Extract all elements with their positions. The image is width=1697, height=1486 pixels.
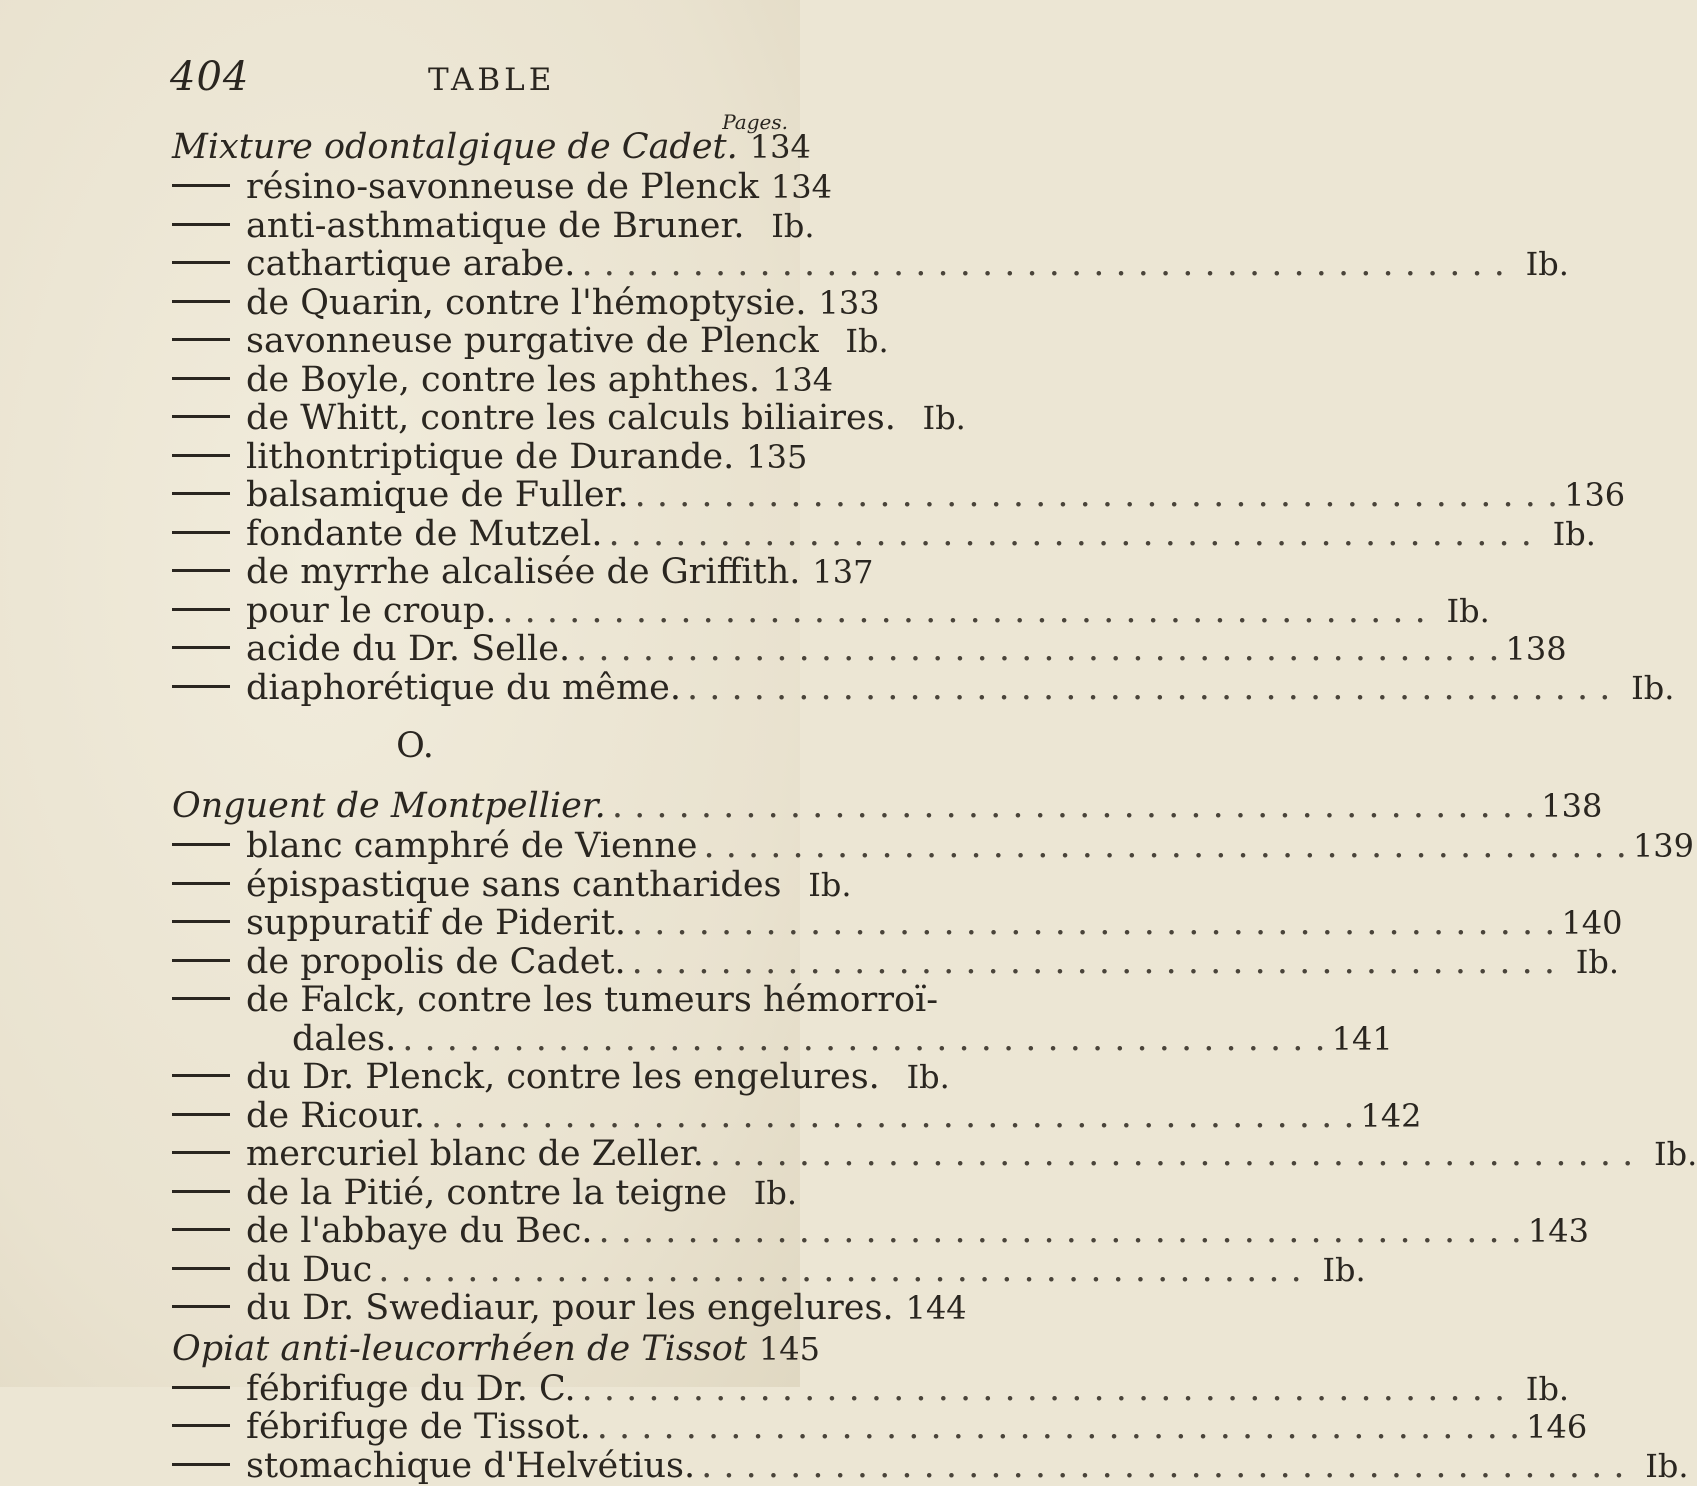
entry-label: fondante de Mutzel. — [246, 513, 603, 554]
entry-page-number: 145 — [758, 1329, 820, 1368]
dot-leader — [612, 785, 1535, 827]
entry-label: acide du Dr. Selle. — [246, 629, 571, 669]
entry-page-number: Ib. — [1525, 1369, 1570, 1408]
index-entry — [172, 1368, 1570, 1409]
section-letter-o: O. — [396, 726, 434, 766]
entry-label: balsamique de Fuller. — [246, 475, 629, 515]
index-entry — [172, 475, 1626, 515]
dot-leader — [710, 1135, 1633, 1174]
ditto-dash — [172, 338, 230, 341]
index-entry — [172, 244, 1569, 284]
entry-label: fébrifuge du Dr. C. — [246, 1368, 576, 1409]
index-entry — [172, 1018, 1393, 1059]
entry-label: Onguent de Montpellier. — [172, 786, 606, 826]
entry-page-number: 146 — [1526, 1408, 1588, 1446]
entry-page-number: Ib. — [1631, 668, 1675, 707]
index-entry — [172, 321, 889, 361]
dot-leader — [632, 904, 1555, 943]
entry-label: de l'abbaye du Bec. — [246, 1211, 593, 1251]
index-entry — [172, 282, 880, 323]
dot-leader — [402, 1020, 1325, 1059]
entry-page-number: 142 — [1360, 1096, 1422, 1135]
entry-label: résino-savonneuse de Plenck — [246, 167, 759, 207]
index-entry — [172, 903, 1623, 943]
entry-label: anti-asthmatique de Bruner. — [246, 205, 745, 246]
entry-page-number: Ib. — [1575, 942, 1620, 981]
ditto-dash — [172, 415, 230, 418]
entry-page-number: 133 — [818, 283, 880, 322]
section-o — [172, 785, 1697, 1486]
dot-leader — [608, 515, 1531, 554]
entry-label: Mixture odontalgique de Cadet. — [172, 127, 738, 167]
index-entry — [172, 1249, 1366, 1290]
index-entry — [172, 1288, 967, 1328]
index-entry — [172, 126, 811, 168]
index-entry — [172, 1095, 1422, 1136]
entry-label: lithontriptique de Durande. — [246, 436, 735, 477]
entry-page-number: Ib. — [906, 1058, 950, 1096]
ditto-dash — [172, 454, 230, 457]
entry-page-number: Ib. — [1645, 1446, 1689, 1485]
index-entry — [172, 590, 1490, 631]
ditto-dash — [172, 569, 230, 572]
entry-label: de Ricour. — [246, 1095, 426, 1136]
ditto-dash — [172, 1305, 230, 1308]
dot-leader — [581, 245, 1504, 284]
ditto-dash — [172, 1074, 230, 1077]
dot-leader — [378, 1251, 1301, 1290]
ditto-dash — [172, 377, 230, 380]
entry-page-number: 143 — [1527, 1212, 1589, 1250]
entry-label: dales. — [292, 1018, 397, 1059]
entry-label: mercuriel blanc de Zeller. — [246, 1134, 704, 1174]
index-entry — [172, 980, 939, 1020]
entry-page-number: 140 — [1561, 904, 1623, 942]
dot-leader — [598, 1212, 1521, 1251]
ditto-dash — [172, 531, 230, 534]
entry-label: de myrrhe alcalisée de Griffith. — [246, 552, 801, 592]
entry-label: de Whitt, contre les calculs biliaires. — [246, 398, 896, 438]
entry-label: épispastique sans cantharides — [246, 864, 782, 905]
ditto-dash — [172, 1113, 230, 1116]
entry-page-number: 138 — [1505, 630, 1567, 668]
dot-leader — [704, 827, 1627, 866]
index-entry — [172, 436, 808, 477]
index-entry — [172, 359, 834, 400]
section-m — [172, 126, 1675, 708]
index-entry — [172, 1407, 1588, 1447]
entry-page-number: 138 — [1541, 787, 1603, 825]
entry-page-number: Ib. — [1653, 1135, 1697, 1173]
entry-page-number: Ib. — [753, 1173, 798, 1212]
ditto-dash — [172, 184, 230, 187]
entry-label: fébrifuge de Tissot. — [246, 1407, 591, 1447]
entry-page-number: 144 — [905, 1289, 967, 1327]
dot-leader — [576, 630, 1499, 669]
entry-page-number: 137 — [812, 553, 874, 591]
entry-label: de Quarin, contre l'hémoptysie. — [246, 282, 807, 323]
index-entry — [172, 398, 966, 438]
ditto-dash — [172, 1424, 230, 1427]
dot-leader — [597, 1408, 1520, 1447]
entry-label: suppuratif de Piderit. — [246, 903, 627, 943]
entry-label: de Boyle, contre les aphthes. — [246, 359, 761, 400]
running-head — [170, 42, 740, 100]
index-entry — [172, 629, 1567, 669]
entry-label: pour le croup. — [246, 590, 497, 631]
index-entry — [172, 864, 852, 905]
ditto-dash — [172, 261, 230, 264]
ditto-dash — [172, 300, 230, 303]
running-title: TABLE — [428, 62, 556, 98]
index-entry — [172, 1445, 1689, 1486]
index-entry — [172, 1328, 820, 1370]
entry-page-number: Ib. — [845, 322, 889, 360]
page-number: 404 — [170, 54, 250, 100]
entry-page-number: Ib. — [808, 865, 852, 904]
index-entry — [172, 1172, 798, 1213]
entry-page-number: 135 — [746, 437, 808, 476]
dot-leader — [582, 1370, 1505, 1409]
entry-label: blanc camphré de Vienne — [246, 826, 698, 866]
ditto-dash — [172, 646, 230, 649]
entry-label: du Duc — [246, 1249, 373, 1290]
index-entry — [172, 826, 1695, 866]
entry-label: de Falck, contre les tumeurs hémorroï- — [246, 980, 939, 1020]
entry-page-number: 136 — [1564, 476, 1626, 514]
entry-page-number: Ib. — [1552, 514, 1596, 553]
index-entry — [172, 552, 874, 592]
dot-leader — [632, 943, 1555, 982]
entry-page-number: 141 — [1331, 1019, 1393, 1058]
ditto-dash — [172, 882, 230, 885]
entry-page-number: 134 — [772, 360, 834, 399]
pages-column-label: Pages. — [722, 110, 788, 134]
ditto-dash — [172, 920, 230, 923]
entry-page-number: 139 — [1632, 827, 1695, 865]
index-entry — [172, 1134, 1697, 1174]
ditto-dash — [172, 608, 230, 611]
dot-leader — [687, 669, 1610, 708]
ditto-dash — [172, 1190, 230, 1193]
index-entries — [172, 126, 1697, 1486]
ditto-dash — [172, 685, 230, 688]
index-entry — [172, 785, 1603, 827]
index-entry — [172, 941, 1620, 982]
entry-label: de propolis de Cadet. — [246, 941, 626, 982]
entry-label: de la Pitié, contre la teigne — [246, 1172, 728, 1213]
dot-leader — [431, 1097, 1354, 1136]
entry-label: du Dr. Swediaur, pour les engelures. — [246, 1288, 894, 1328]
entry-page-number: Ib. — [771, 206, 815, 245]
entry-page-number: 134 — [749, 128, 811, 166]
ditto-dash — [172, 1386, 230, 1389]
ditto-dash — [172, 997, 230, 1000]
entry-page-number: Ib. — [1446, 591, 1490, 630]
ditto-dash — [172, 1228, 230, 1231]
entry-label: diaphorétique du même. — [246, 667, 681, 708]
entry-page-number: 134 — [770, 168, 832, 206]
index-entry — [172, 667, 1675, 708]
index-entry — [172, 1211, 1589, 1251]
index-entry — [172, 513, 1596, 554]
entry-label: du Dr. Plenck, contre les engelures. — [246, 1057, 880, 1097]
entry-label: savonneuse purgative de Plenck — [246, 321, 819, 361]
index-entry — [172, 167, 832, 207]
ditto-dash — [172, 492, 230, 495]
ditto-dash — [172, 1151, 230, 1154]
entry-label: stomachique d'Helvétius. — [246, 1445, 696, 1486]
dot-leader — [635, 476, 1558, 515]
entry-label: Opiat anti-leucorrhéen de Tissot — [172, 1328, 747, 1369]
entry-page-number: Ib. — [922, 399, 966, 437]
dot-leader — [502, 592, 1425, 631]
index-entry — [172, 1057, 950, 1097]
entry-page-number: Ib. — [1525, 245, 1569, 283]
index-entry — [172, 205, 815, 246]
ditto-dash — [172, 1267, 230, 1270]
ditto-dash — [172, 959, 230, 962]
ditto-dash — [172, 843, 230, 846]
dot-leader — [701, 1447, 1624, 1486]
ditto-dash — [172, 1463, 230, 1466]
ditto-dash — [172, 223, 230, 226]
entry-label: cathartique arabe. — [246, 244, 576, 284]
entry-page-number: Ib. — [1322, 1250, 1366, 1289]
